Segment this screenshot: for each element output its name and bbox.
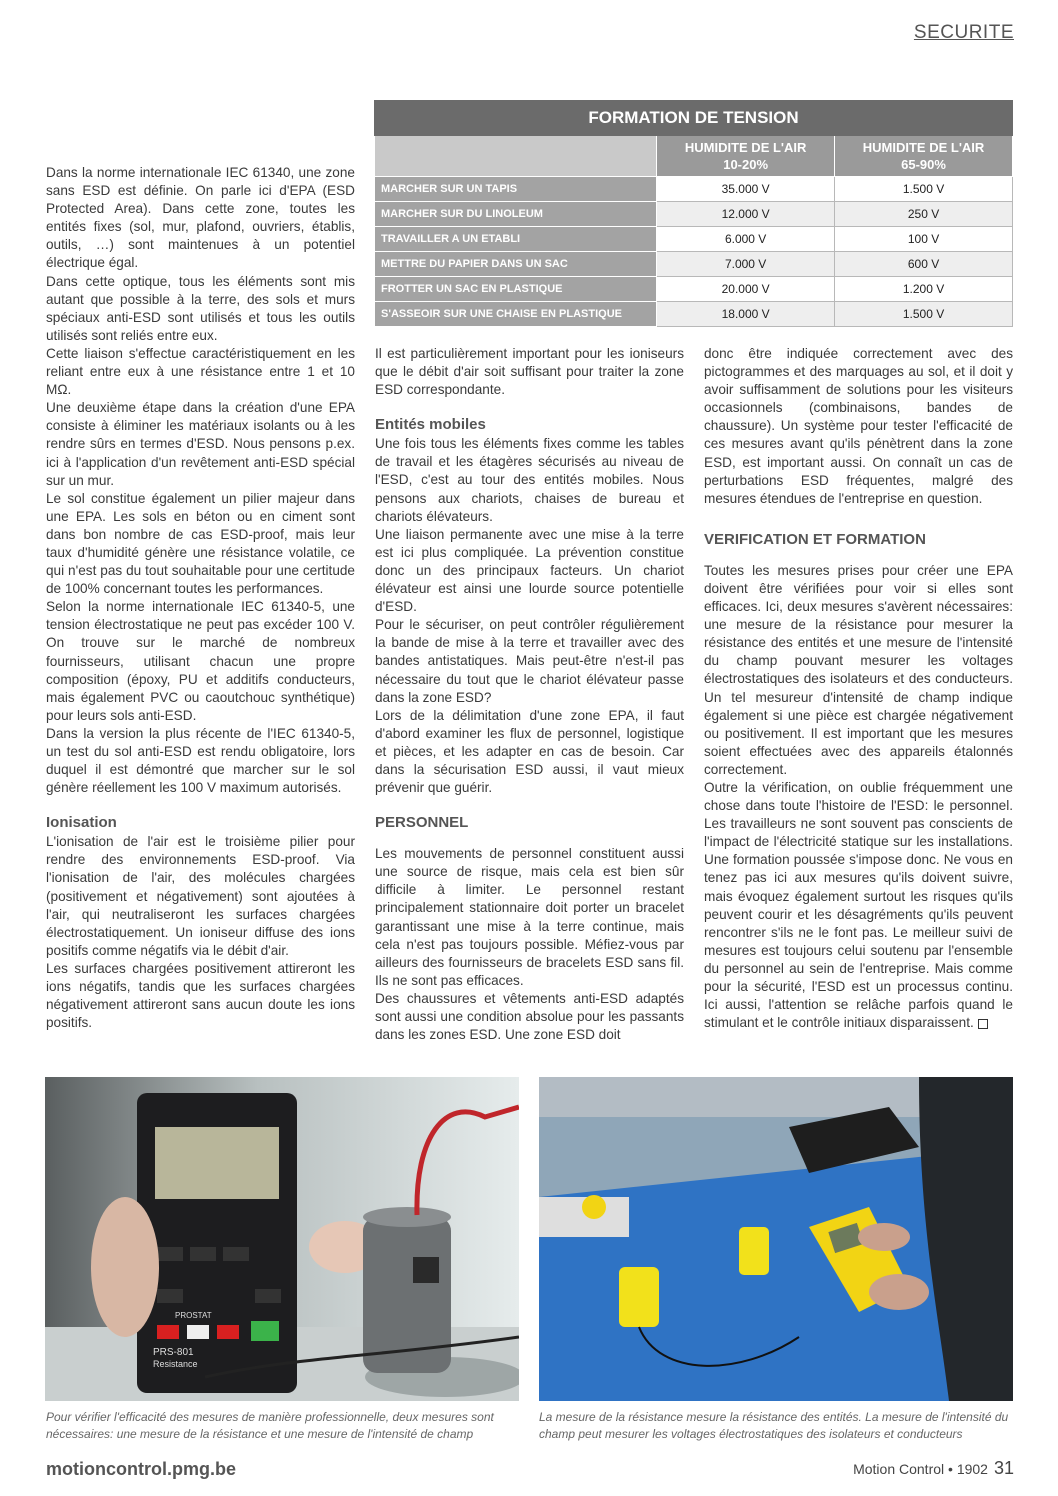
heading-personnel: PERSONNEL (375, 814, 469, 832)
table-header-col1: HUMIDITE DE L'AIR 10-20% (657, 136, 835, 177)
text-column-3 (704, 345, 1013, 1032)
paragraph: Le sol constitue également un pilier majeur dans une EPA. Les sols en béton ou en ciment sont dans bon nombre de cas ESD-proof, mais leur taux d'humidité génère une résistance volatile, ce qui n'est pas du tout souhaitable pour une certitude de 100% concernant toutes les performances. (46, 490, 355, 597)
paragraph: Outre la vérification, on oublie fréquemment une chose dans toute l'histoire de l'ESD: le personnel. Les travailleurs ne sont souvent pas conscients de l'impact de l'électricité statique sur les installations. Une formation poussée s'impose donc. Ne vous en tenez pas ici aux mesures qu'ils doivent suivre, mais évoquez également surtout les risques qu'ils peuvent courir et les désagréments qu'ils peuvent rencontrer s'ils ne le font pas. Le meilleur suivi de mesures est toujours celui soutenu par l'ensemble du personnel au sein de l'entreprise. Mais comme pour la sécurité, l'ESD est un processus continu. Ici aussi, l'attention se relâche parfois quand le stimulant et le contrôle initiaux disparaissent. (704, 779, 1013, 1031)
end-mark-icon (978, 1019, 988, 1029)
paragraph: donc être indiquée correctement avec des pictogrammes et des marquages au sol, et il doit y avoir suffisamment de solutions pour les visiteurs occasionnels (combinaisons, bandes de chaussure). Un système pour tester l'efficacité de ces mesures avant qu'ils pénètrent dans la zone ESD, est important aussi. On connaît un cas de perturbations ESD fréquentes, malgré des mesures étendues de l'entreprise en question. (704, 346, 1013, 506)
voltage-table (374, 100, 1013, 327)
paragraph: Une fois tous les éléments fixes comme les tables de travail et les étagères sécurisés au niveau de l'ESD, c'est au tour des entités mobiles. Nous pensons aux chariots, chaises de bureau et chariots élévateurs. (375, 436, 684, 524)
device-model: PRS-801 (153, 1347, 194, 1358)
paragraph: Toutes les mesures prises pour créer une EPA doivent être vérifiées pour voir si elles sont efficaces. Ici, deux mesures s'avèrent nécessaires: une mesure de la résistance pour mesurer la résistance des entités et une mesure de l'intensité du champ pouvant mesurer les voltages électrostatiques des isolateurs et des conducteurs. Un tel mesureur d'intensité de champ indique également si une pièce est chargée négativement ou positivement. Il est important que les mesures soient effectuées avec des appareils étalonnés correctement. (704, 562, 1013, 777)
field-meter-illustration (539, 1077, 1013, 1401)
table-row: TRAVAILLER A UN ETABLI 6.000 V 100 V (375, 227, 1013, 252)
table-row: MARCHER SUR UN TAPIS 35.000 V 1.500 V (375, 177, 1013, 202)
table-header-col2: HUMIDITE DE L'AIR 65-90% (835, 136, 1013, 177)
text-column-2 (375, 345, 684, 1044)
device-sub: Resistance (153, 1359, 198, 1369)
photo-caption-2: La mesure de la résistance mesure la résistance des entités. La mesure de l'intensité du champ peut mesurer les voltages électrostatiques des isolateurs et conducteurs (539, 1410, 1009, 1441)
paragraph: L'ionisation de l'air est le troisième pilier pour rendre des environnements ESD-proof. Via l'ionisation de l'air, des molécules chargées (positivement et négativement) sont ajoutées à l'air, qui neutraliseront les surfaces chargées électrostatiquement. Un ioniseur diffuse des ions positifs comme négatifs via le débit d'air. (46, 834, 355, 958)
section-title: SECURITE (913, 22, 1014, 43)
heading-entites-mobiles: Entités mobiles (375, 416, 486, 434)
paragraph: Pour le sécuriser, on peut contrôler régulièrement la bande de mise à la terre et travailler avec des bandes antistatiques. Mais peut-être n'est-il pas nécessaire du tout que le chariot élévateur passe dans la zone ESD? (375, 617, 684, 705)
table-row: METTRE DU PAPIER DANS UN SAC 7.000 V 600 V (375, 252, 1013, 277)
paragraph: Les mouvements de personnel constituent aussi une source de risque, mais cela est bien sûr difficile à limiter. Le personnel restant principalement stationnaire doit porter un bracelet garantissant une mise à la terre continue, mais cela n'est pas toujours possible. Méfiez-vous par ailleurs des fournisseurs de bracelets ESD sans fil. Ils ne sont pas efficaces. (375, 846, 684, 988)
text-column-1 (46, 164, 355, 1032)
paragraph: Il est particulièrement important pour les ioniseurs que le débit d'air soit suffisant pour traiter la zone ESD correspondante. (375, 346, 684, 398)
table-row: FROTTER UN SAC EN PLASTIQUE 20.000 V 1.200 V (375, 277, 1013, 302)
magazine-name: Motion Control • 1902 (853, 1461, 988, 1477)
heading-ionisation: Ionisation (46, 814, 117, 832)
paragraph: Une deuxième étape dans la création d'une EPA consiste à éliminer les matériaux isolants ou à les rendre sûrs en termes d'ESD. Nous pensons p.ex. ici à l'application d'un revêtement anti-ESD spécial sur un mur. (46, 400, 355, 488)
photo-caption-1: Pour vérifier l'efficacité des mesures de manière professionnelle, deux mesures sont nécessaires: une mesure de la résistance et une mesure de l'intensité de champ (46, 1410, 494, 1441)
paragraph: Une liaison permanente avec une mise à la terre est ici plus compliquée. La prévention constitue donc un des principaux facteurs. Un chariot élévateur est ainsi une lourde source potentielle d'ESD. (375, 526, 684, 615)
paragraph: Cette liaison s'effectue caractéristiquement en les reliant entre eux à une résistance entre 1 et 10 MΩ. (46, 345, 355, 398)
table-title: FORMATION DE TENSION (375, 101, 1013, 136)
paragraph: Dans cette optique, tous les éléments sont mis autant que possible à la terre, des sols et murs spéciaux anti-ESD sont utilisés et tous les outils utilisés sont reliés entre eux. (46, 273, 355, 343)
resistance-meter-illustration (45, 1077, 519, 1401)
footer-url[interactable]: motioncontrol.pmg.be (46, 1459, 236, 1479)
paragraph: Les surfaces chargées positivement attireront les ions négatifs, tandis que les surfaces chargées négativement attireront sans aucun doute les ions positifs. (46, 960, 355, 1031)
device-brand: PROSTAT (175, 1311, 212, 1320)
paragraph: Dans la norme internationale IEC 61340, une zone sans ESD est définie. On parle ici d'EPA (ESD Protected Area). Dans cette zone, toutes les entités fixes (sol, mur, plafond, ouvriers, établis, outils, …) sont maintenues à un potentiel électrique égal. (46, 165, 355, 271)
paragraph: Selon la norme internationale IEC 61340-5, une tension électrostatique ne peut pas excéder 100 V. On trouve sur le marché de nombreux fournisseurs, utilisant chacun une propre composition (époxy, PU et additifs conducteurs, mais également PVC ou caoutchouc synthétique) pour leurs sols anti-ESD. (46, 599, 355, 723)
photo-field-meter (539, 1077, 1013, 1401)
table-row: MARCHER SUR DU LINOLEUM 12.000 V 250 V (375, 202, 1013, 227)
heading-verification: VERIFICATION ET FORMATION (704, 530, 926, 548)
paragraph: Lors de la délimitation d'une zone EPA, il faut d'abord examiner les flux de personnel, logistique et pièces, et les adapter en cas de besoin. Car dans la sécurisation ESD aussi, il vaut mieux prévenir que guérir. (375, 707, 684, 796)
photo-resistance-meter (45, 1077, 519, 1401)
table-row: S'ASSEOIR SUR UNE CHAISE EN PLASTIQUE 18.000 V 1.500 V (375, 302, 1013, 327)
table-header-blank (375, 136, 657, 177)
footer-issue (853, 1458, 1014, 1479)
page-number: 31 (993, 1458, 1014, 1478)
paragraph: Des chaussures et vêtements anti-ESD adaptés sont aussi une condition absolue pour les passants dans les zones ESD. Une zone ESD doit (375, 990, 684, 1043)
paragraph: Dans la version la plus récente de l'IEC 61340-5, un test du sol anti-ESD est rendu obligatoire, lors duquel il est démontré que marcher sur le sol génère réellement les 100 V maximum autorisés. (46, 725, 355, 796)
